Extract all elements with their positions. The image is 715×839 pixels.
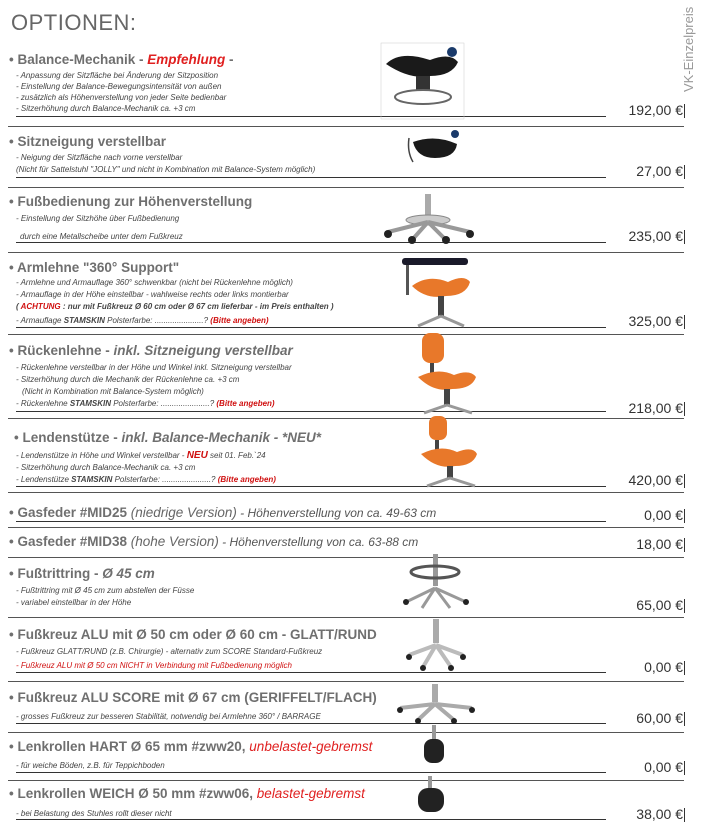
- price: 0,00 €: [644, 659, 683, 675]
- price-column-label: VK-Einzelpreis: [681, 6, 696, 92]
- price: 27,00 €: [636, 163, 683, 179]
- tilt-seat-image: [405, 128, 465, 172]
- caster-soft-image: [414, 776, 448, 818]
- foot-control-base-image: [382, 194, 477, 244]
- price: 0,00 €: [644, 507, 683, 523]
- price: 0,00 €: [644, 759, 683, 775]
- page-title: OPTIONEN:: [11, 10, 137, 35]
- price: 325,00 €: [628, 313, 683, 329]
- price: 65,00 €: [636, 597, 683, 613]
- price: 420,00 €: [628, 472, 683, 488]
- price: 18,00 €: [636, 536, 683, 552]
- price: 218,00 €: [628, 400, 683, 416]
- price: 60,00 €: [636, 710, 683, 726]
- price: 192,00 €: [628, 102, 683, 118]
- armrest-chair-image: [398, 256, 473, 328]
- base-smooth-image: [405, 619, 467, 671]
- price: 38,00 €: [636, 806, 683, 822]
- lumbar-chair-image: [415, 414, 481, 488]
- caster-hard-image: [422, 725, 448, 767]
- balance-seat-image: [380, 42, 465, 120]
- backrest-chair-image: [410, 331, 480, 415]
- foot-ring-image: [402, 554, 470, 610]
- base-score-image: [396, 684, 476, 724]
- recommendation-badge: Empfehlung: [147, 52, 226, 67]
- price: 235,00 €: [628, 228, 683, 244]
